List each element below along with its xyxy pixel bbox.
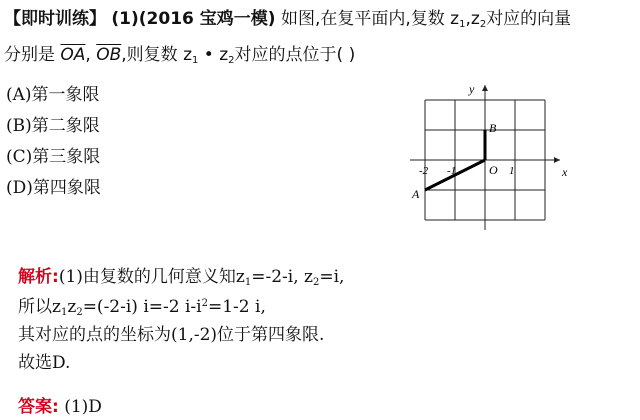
answer-line [18, 392, 102, 417]
solution-line-4: 故选D. [18, 353, 71, 373]
question-line-2: 分别是 $\overline{OA}$, $\overline{OB}$,则复数 $z_1$ • $z_2$对应的点位于( ) [4, 45, 356, 66]
complex-plane-figure [405, 80, 585, 240]
point-b-label: B [489, 121, 497, 135]
solution-line-3: 其对应的点的坐标为(1,-2)位于第四象限. [18, 325, 325, 345]
option-a: (A)第一象限 [6, 85, 100, 105]
origin-label: O [489, 163, 498, 177]
question-number: (1) [111, 9, 139, 29]
question-source: (2016 宝鸡一模) [138, 9, 276, 29]
option-d: (D)第四象限 [6, 178, 101, 198]
solution-line-1: 解析:(1)由复数的几何意义知$z_1=-2-i$, $z_2=i$, [18, 267, 345, 288]
vector-oa: $\overline{OA}$ [60, 45, 86, 65]
vector-ob: $\overline{OB}$ [96, 45, 122, 65]
answer-heading: 答案: [18, 397, 59, 417]
option-c: (C)第三象限 [6, 147, 101, 167]
question-line-1 [4, 8, 571, 36]
solution-line-2: 所以$z_1z_2=(-2-i)$ i=-2 $i-i^2=1-2$ i, [18, 297, 266, 318]
option-b: (B)第二象限 [6, 116, 100, 136]
x-axis-arrow [554, 157, 560, 163]
tick-1: 1 [509, 165, 515, 177]
question-tag: 【即时训练】 [4, 9, 106, 29]
tick-neg1: -1 [447, 165, 457, 177]
question-stem: 如图,在复平面内,复数 $z_1,z_2$对应的向量 [280, 9, 572, 30]
x-axis-label: x [562, 165, 568, 179]
answer-value: (1)D [64, 397, 102, 417]
solution-heading: 解析: [18, 267, 59, 287]
point-a-label: A [412, 187, 420, 201]
tick-neg2: -2 [419, 165, 429, 177]
y-axis-label: y [469, 82, 475, 96]
y-axis-arrow [482, 85, 488, 91]
